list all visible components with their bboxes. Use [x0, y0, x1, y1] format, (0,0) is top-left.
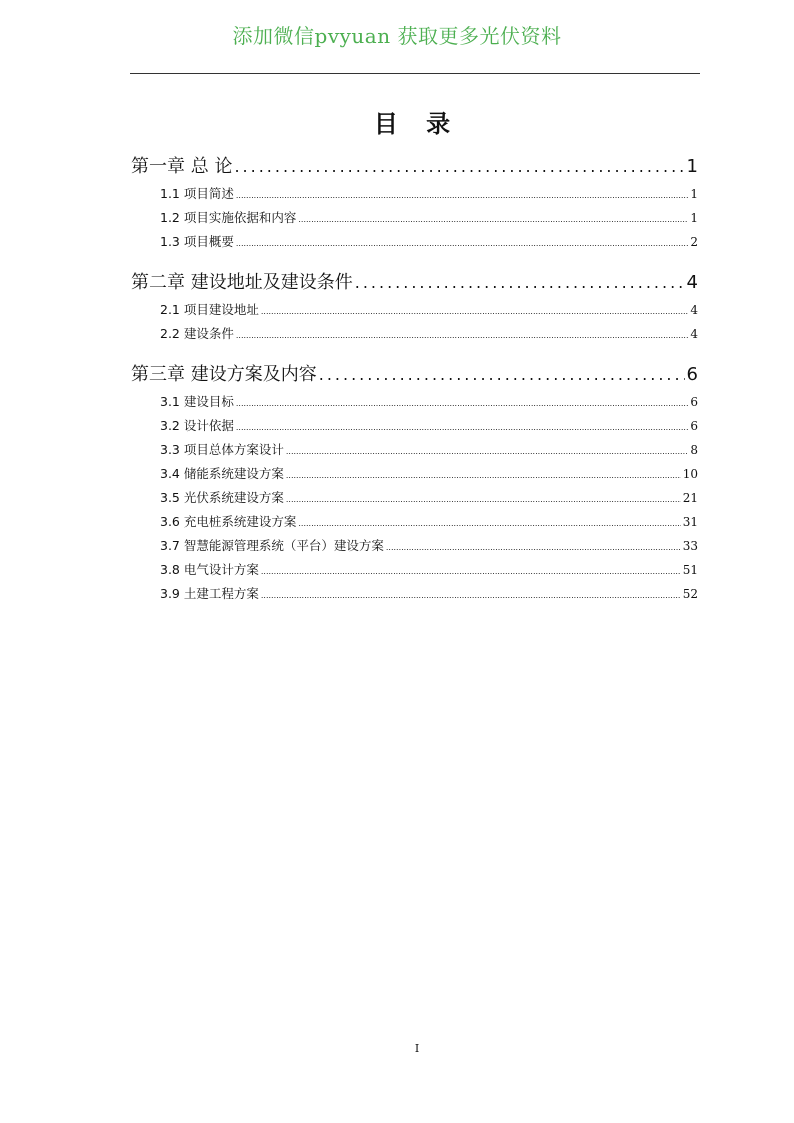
- toc-page-number: 6: [690, 395, 698, 409]
- dot-leader: [319, 360, 685, 390]
- toc-section-label: 3.1 建设目标: [160, 394, 234, 409]
- toc-section-label: 3.8 电气设计方案: [160, 562, 259, 577]
- dot-leader: [236, 232, 689, 256]
- toc-section-3-9[interactable]: [131, 582, 698, 606]
- toc-section-3-5[interactable]: [131, 486, 698, 510]
- watermark-header: 添加微信pvyuan 获取更多光伏资料: [232, 24, 562, 48]
- toc-page-number: 10: [682, 467, 698, 481]
- toc-title: 目 录: [373, 110, 461, 138]
- toc-section-2-1[interactable]: [131, 298, 698, 322]
- toc-page-number: 6: [690, 419, 698, 433]
- dot-leader: [286, 464, 681, 488]
- toc-section-3-3[interactable]: [131, 438, 698, 462]
- dot-leader: [234, 152, 684, 182]
- dot-leader: [355, 268, 685, 298]
- toc-section-3-4[interactable]: [131, 462, 698, 486]
- toc-section-3-8[interactable]: [131, 558, 698, 582]
- toc-section-label: 1.1 项目简述: [160, 186, 234, 201]
- toc-section-1-1[interactable]: [131, 182, 698, 206]
- toc-section-label: 3.6 充电桩系统建设方案: [160, 514, 297, 529]
- dot-leader: [286, 488, 681, 512]
- toc-section-label: 1.2 项目实施依据和内容: [160, 210, 297, 225]
- toc-chapter-label: 第一章 总 论: [131, 156, 233, 177]
- toc-section-1-2[interactable]: [131, 206, 698, 230]
- dot-leader: [298, 208, 688, 232]
- dot-leader: [236, 184, 689, 208]
- toc-section-3-2[interactable]: [131, 414, 698, 438]
- toc-section-label: 2.2 建设条件: [160, 326, 234, 341]
- toc-section-label: 2.1 项目建设地址: [160, 302, 259, 317]
- toc-section-label: 3.7 智慧能源管理系统（平台）建设方案: [160, 538, 384, 553]
- dot-leader: [261, 560, 681, 584]
- toc-page-number: 8: [690, 443, 698, 457]
- dot-leader: [236, 416, 689, 440]
- toc-chapter-label: 第二章 建设地址及建设条件: [131, 272, 353, 293]
- toc-page-number: 51: [682, 563, 698, 577]
- dot-leader: [261, 300, 689, 324]
- toc-section-label: 3.5 光伏系统建设方案: [160, 490, 284, 505]
- toc-section-3-1[interactable]: [131, 390, 698, 414]
- toc-page-number: 21: [682, 491, 698, 505]
- toc-page-number: 4: [690, 327, 698, 341]
- dot-leader: [236, 392, 689, 416]
- dot-leader: [298, 512, 680, 536]
- toc-page-number: 31: [682, 515, 698, 529]
- toc-page-number: 1: [686, 156, 698, 177]
- toc-page-number: 4: [686, 272, 698, 293]
- toc-chapter-label: 第三章 建设方案及内容: [131, 364, 317, 385]
- toc-page-number: 2: [690, 235, 698, 249]
- toc-section-label: 1.3 项目概要: [160, 234, 234, 249]
- dot-leader: [261, 584, 681, 608]
- toc-page-number: 6: [686, 364, 698, 385]
- dot-leader: [286, 440, 689, 464]
- toc-page-number: 52: [682, 587, 698, 601]
- toc-section-label: 3.4 储能系统建设方案: [160, 466, 284, 481]
- table-of-contents: [131, 152, 698, 606]
- toc-section-3-6[interactable]: [131, 510, 698, 534]
- dot-leader: [386, 536, 681, 560]
- toc-page-number: 4: [690, 303, 698, 317]
- toc-section-1-3[interactable]: [131, 230, 698, 254]
- toc-chapter-2[interactable]: [131, 268, 698, 298]
- footer-page-number: I: [414, 1042, 420, 1055]
- toc-chapter-1[interactable]: [131, 152, 698, 182]
- header-divider: [130, 73, 700, 74]
- toc-section-label: 3.9 土建工程方案: [160, 586, 259, 601]
- toc-page-number: 1: [690, 187, 698, 201]
- toc-section-2-2[interactable]: [131, 322, 698, 346]
- toc-page-number: 1: [690, 211, 698, 225]
- toc-section-label: 3.3 项目总体方案设计: [160, 442, 284, 457]
- toc-section-3-7[interactable]: [131, 534, 698, 558]
- toc-chapter-3[interactable]: [131, 360, 698, 390]
- toc-page-number: 33: [682, 539, 698, 553]
- dot-leader: [236, 324, 689, 348]
- toc-section-label: 3.2 设计依据: [160, 418, 234, 433]
